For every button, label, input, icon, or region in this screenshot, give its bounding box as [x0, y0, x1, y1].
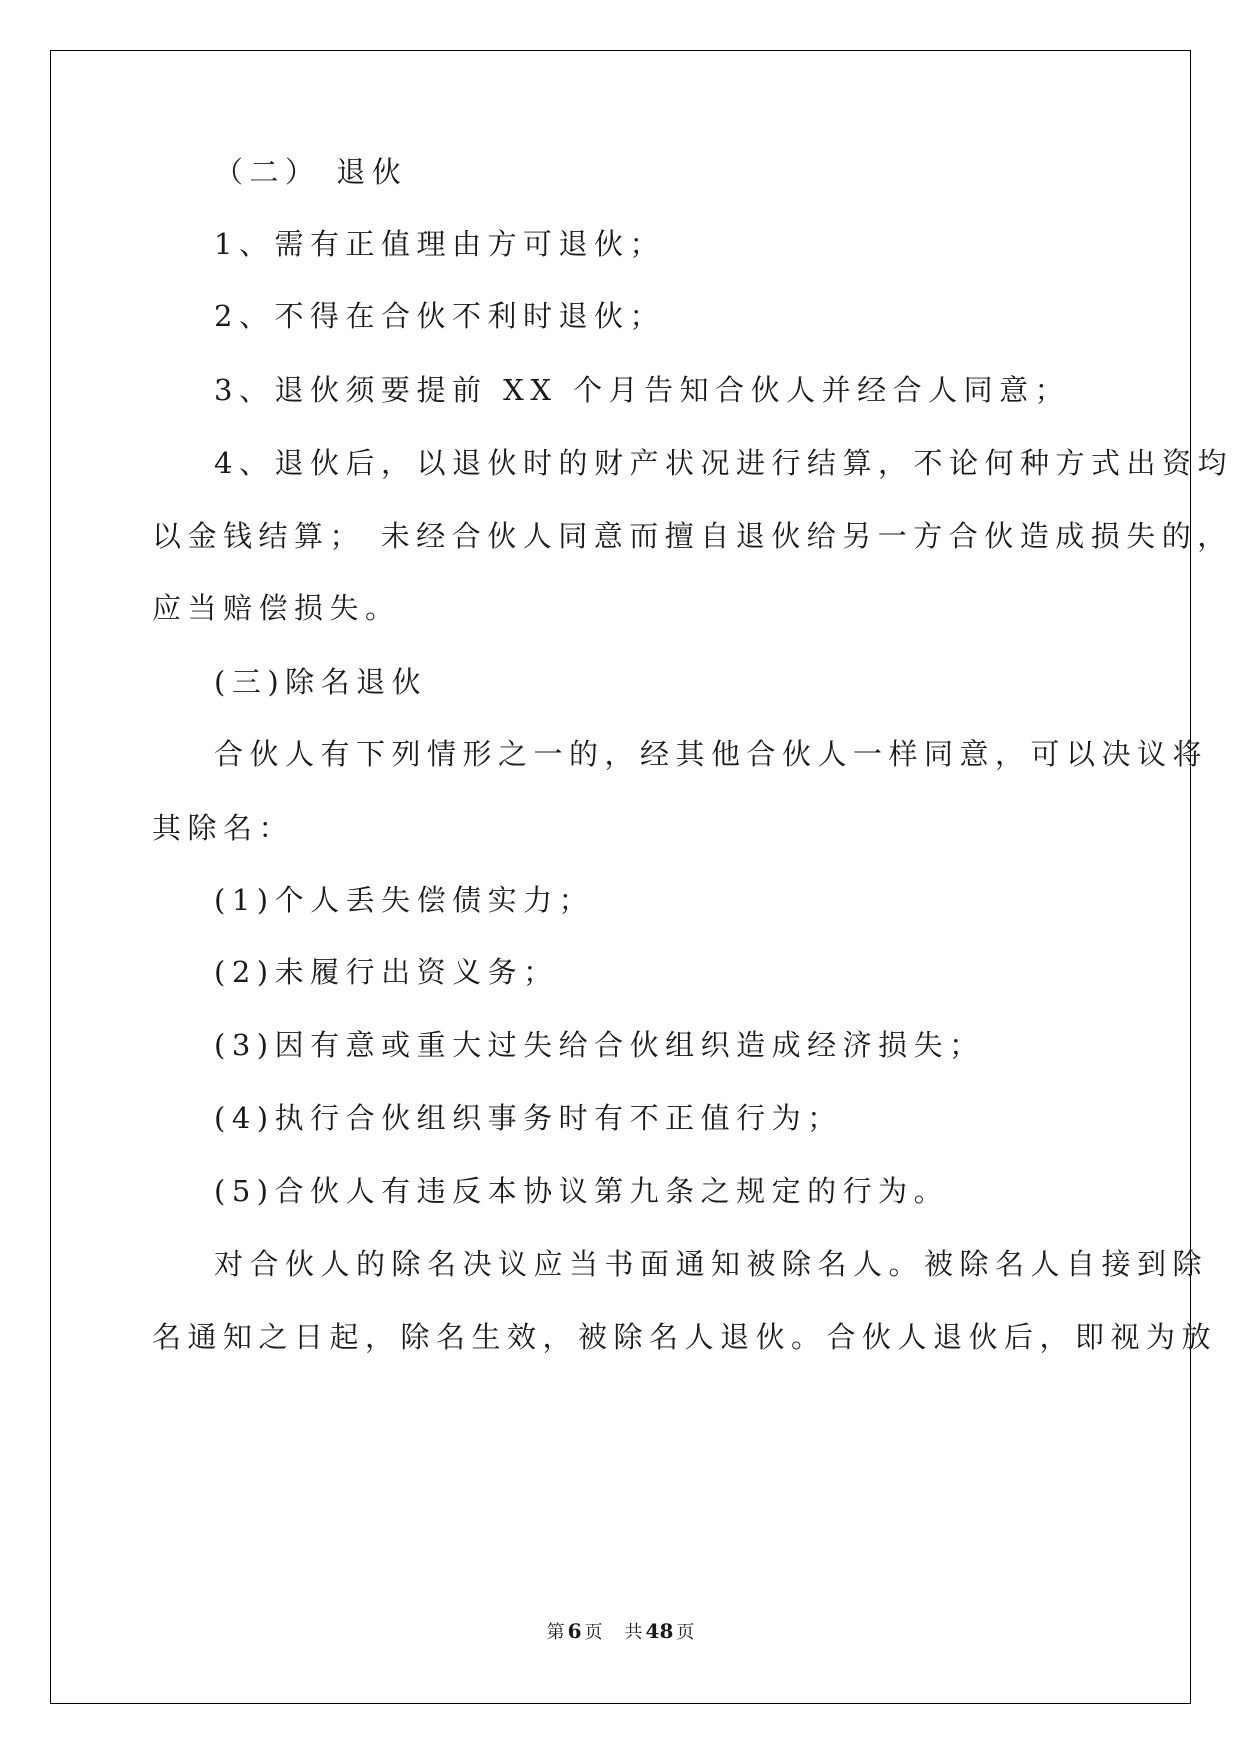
paragraph-line: 以金钱结算； 未经合伙人同意而擅自退伙给另一方合伙造成损失的，	[152, 519, 1233, 553]
paragraph-line: 应当赔偿损失。	[152, 591, 401, 625]
footer-page-prefix: 第	[546, 1622, 565, 1643]
paragraph-line: 名通知之日起，除名生效，被除名人退伙。合伙人退伙后，即视为放	[152, 1320, 1218, 1354]
list-item: (5)合伙人有违反本协议第九条之规定的行为。	[214, 1174, 950, 1208]
section-heading-withdrawal: （二） 退伙	[214, 155, 408, 189]
paragraph-line: 2、不得在合伙不利时退伙；	[214, 299, 665, 333]
paragraph-line: 3、退伙须要提前 XX 个月告知合伙人并经合人同意；	[214, 373, 1071, 407]
section-heading-expulsion: (三)除名退伙	[214, 665, 428, 699]
list-item: (2)未履行出资义务；	[214, 955, 559, 989]
list-item: (1)个人丢失偿债实力；	[214, 883, 595, 917]
page-footer	[0, 1618, 1241, 1644]
footer-total-suffix: 页	[676, 1622, 695, 1643]
footer-page-suffix: 页	[584, 1622, 603, 1643]
footer-total-pages: 48	[645, 1619, 674, 1643]
paragraph-line: 1、需有正值理由方可退伙；	[214, 227, 665, 261]
list-item: (4)执行合伙组织事务时有不正值行为；	[214, 1101, 843, 1135]
footer-total-prefix: 共	[624, 1622, 643, 1643]
paragraph-line: 合伙人有下列情形之一的，经其他合伙人一样同意，可以决议将	[214, 737, 1209, 771]
paragraph-line: 其除名：	[152, 811, 295, 845]
paragraph-line: 对合伙人的除名决议应当书面通知被除名人。被除名人自接到除	[214, 1247, 1209, 1281]
footer-page-number: 6	[567, 1619, 582, 1643]
paragraph-line: 4、退伙后，以退伙时的财产状况进行结算，不论何种方式出资均	[214, 446, 1233, 480]
list-item: (3)因有意或重大过失给合伙组织造成经济损失；	[214, 1028, 985, 1062]
